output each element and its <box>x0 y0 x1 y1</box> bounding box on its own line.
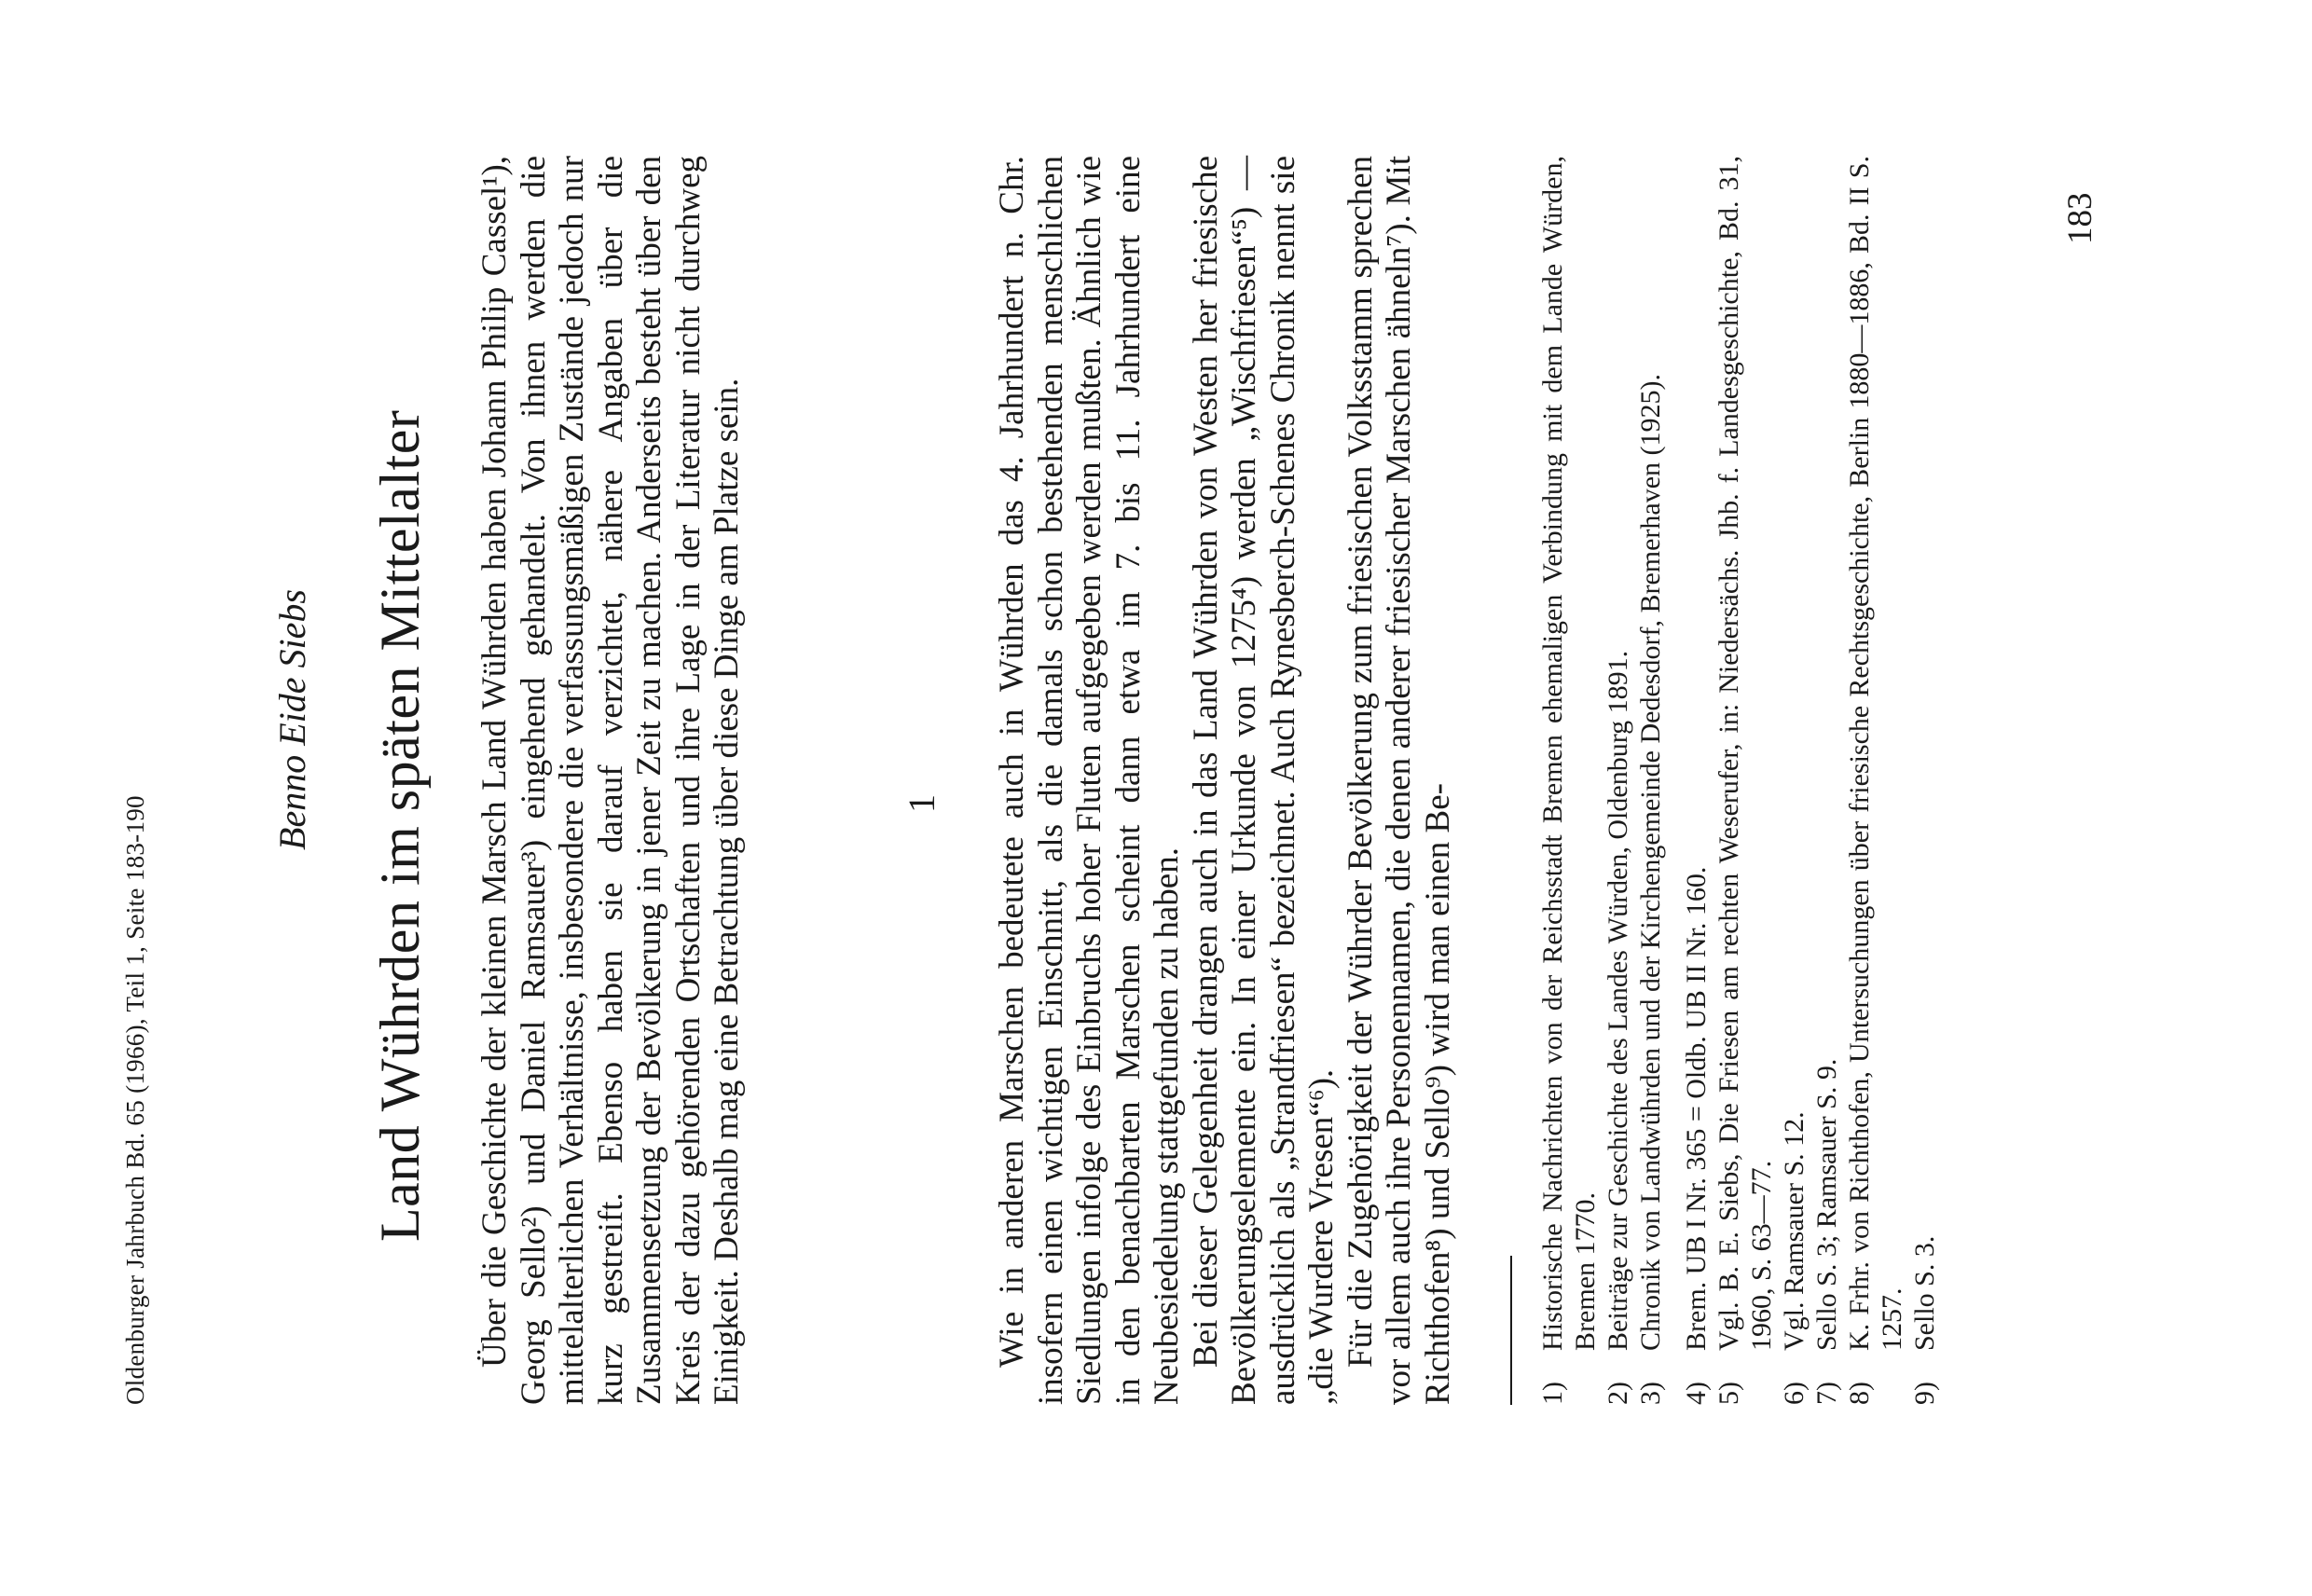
footnote-item <box>1908 156 1941 1405</box>
footnote-text: Vgl. B. E. Siebs, Die Friesen am rechten Weserufer, in: Niedersächs. Jhb. f. Landesgeschichte, Bd. 31, 1960, S. 63—77. <box>1713 156 1777 1351</box>
footnote-item <box>1634 156 1667 1405</box>
footnote-item <box>1536 156 1602 1405</box>
footnote-text: Sello S. 3; Ramsauer S. 9. <box>1811 1058 1842 1351</box>
section-paragraph: Bei dieser Gelegenheit drangen auch in das Land Wührden von Westen her friesische Bevölkerungselemente ein. In einer Urkunde von 1275⁴) werden „Wischfriesen“⁵) — ausdrücklich als „Strandfriesen“ bezeichnet. Auch Rynesberch-Schenes Chronik nennt sie „die Wurdere Vresen“⁶). <box>1186 156 1341 1405</box>
article-title: Land Wührden im späten Mittelalter <box>369 409 431 1242</box>
section-number: 1 <box>901 794 943 813</box>
footnote-number: 3) <box>1635 1382 1666 1405</box>
footnote-text: Chronik von Landwührden und der Kirchengemeinde Dedesdorf, Bremerhaven (1925). <box>1635 373 1666 1351</box>
footnotes <box>1536 156 1941 1405</box>
footnote-number: 5) <box>1713 1382 1744 1405</box>
footnote-number: 7) <box>1811 1382 1842 1405</box>
footnote-divider <box>1510 1256 1512 1405</box>
author-name: Benno Eide Siebs <box>271 589 313 850</box>
intro-paragraph: Über die Geschichte der kleinen Marsch Land Wührden haben Johann Philip Cassel¹), Georg Sello²) und Daniel Ramsauer³) eingehend gehandelt. Von ihnen werden die mittelalterlichen Verhältnisse, insbesondere die verfassungsmäßigen Zustände jedoch nur kurz gestreift. Ebenso haben sie darauf verzichtet, nähere Angaben über die Zusammensetzung der Bevölkerung in jener Zeit zu machen. Anderseits besteht über den Kreis der dazu gehörenden Ortschaften und ihre Lage in der Literatur nicht durchweg Einigkeit. Deshalb mag eine Betrachtung über diese Dinge am Platze sein. <box>475 156 746 1405</box>
footnote-text: Sello S. 3. <box>1909 1235 1940 1351</box>
footnote-number: 2) <box>1603 1382 1633 1405</box>
footnote-number: 8) <box>1844 1382 1875 1405</box>
footnote-item <box>1778 156 1810 1405</box>
footnote-text: K. Frhr. von Richthofen, Untersuchungen über friesische Rechtsgeschichte, Berlin 1880—1886, Bd. II S. 1257. <box>1844 156 1907 1351</box>
footnote-item <box>1680 156 1713 1405</box>
page-number: 183 <box>2061 192 2099 244</box>
footnote-text: Historische Nachrichten von der Reichsstadt Bremen ehemaligen Verbindung mit dem Lande Würden, Bremen 1770. <box>1537 156 1601 1351</box>
footnote-text: Brem. UB I Nr. 365 = Oldb. UB II Nr. 160. <box>1681 866 1712 1351</box>
footnote-item <box>1843 156 1908 1405</box>
footnote-item <box>1713 156 1778 1405</box>
footnote-number: 4) <box>1681 1382 1712 1405</box>
section-paragraph: Wie in anderen Marschen bedeutete auch in Wührden das 4. Jahrhundert n. Chr. insofern einen wichtigen Einschnitt, als die damals schon bestehenden menschlichen Siedlungen infolge des Einbruchs hoher Fluten aufgegeben werden mußten. Ähnlich wie in den benachbarten Marschen scheint dann etwa im 7. bis 11. Jahrhundert eine Neubesiedelung stattgefunden zu haben. <box>993 156 1186 1405</box>
footnote-text: Vgl. Ramsauer S. 12. <box>1779 1111 1810 1351</box>
running-head: Oldenburger Jahrbuch Bd. 65 (1966), Teil 1, Seite 183-190 <box>121 795 149 1405</box>
section-paragraph: Für die Zugehörigkeit der Wührder Bevölkerung zum friesischen Volksstamm sprechen vor allem auch ihre Personennamen, die denen anderer friesischer Marschen ähneln⁷). Mit Richthofen⁸) und Sello⁹) wird man einen Be- <box>1341 156 1457 1405</box>
footnote-gap <box>1667 156 1680 1405</box>
section-1-body <box>993 156 1457 1405</box>
footnote-text: Beiträge zur Geschichte des Landes Würden, Oldenburg 1891. <box>1603 650 1633 1351</box>
footnote-item <box>1810 156 1843 1405</box>
intro-section <box>475 156 747 1405</box>
footnote-number: 6) <box>1779 1382 1810 1405</box>
footnote-number: 9) <box>1909 1382 1940 1405</box>
footnote-item <box>1602 156 1634 1405</box>
footnote-number: 1) <box>1537 1382 1568 1405</box>
